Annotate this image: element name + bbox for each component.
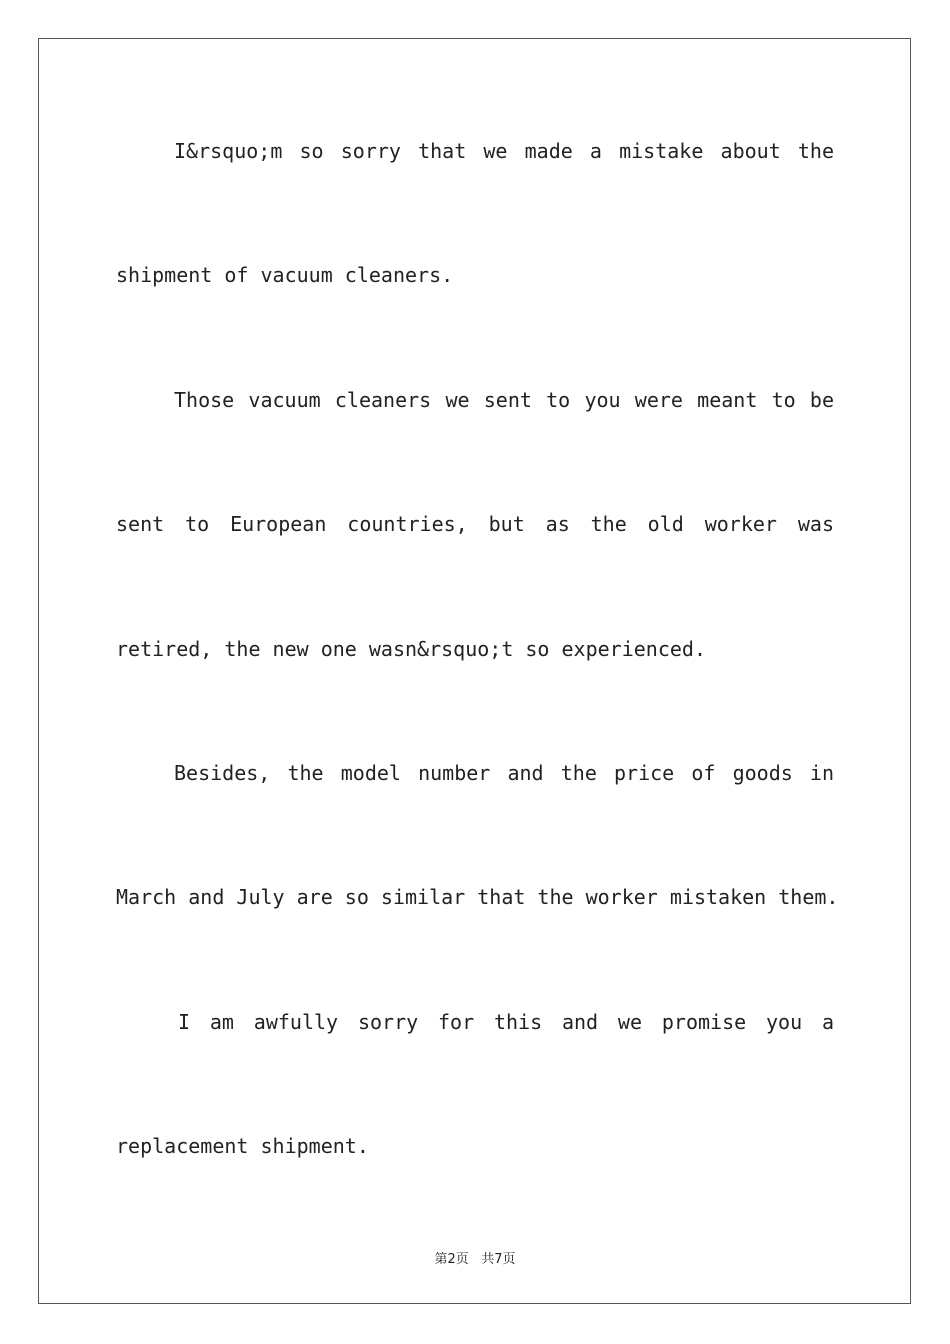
paragraph-2-line-3: retired, the new one wasn&rsquo;t so experienced.: [116, 637, 707, 661]
paragraph-1-line-2: shipment of vacuum cleaners.: [116, 263, 454, 287]
paragraph-2-line-2: sent to European countries, but as the old worker was: [116, 512, 834, 536]
paragraph-3-line-2: March and July are so similar that the worker mistaken them.: [116, 885, 839, 909]
paragraph-4-line-1: I am awfully sorry for this and we promise you a: [178, 1010, 834, 1034]
page-frame: [38, 38, 911, 1304]
page-number: 第2页: [434, 1252, 469, 1267]
page-footer: [0, 1248, 950, 1267]
page-total: 共7页: [481, 1252, 516, 1267]
paragraph-1-line-1: I&rsquo;m so sorry that we made a mistake about the: [174, 139, 834, 163]
paragraph-2-line-1: Those vacuum cleaners we sent to you were meant to be: [174, 388, 834, 412]
paragraph-4-line-2: replacement shipment.: [116, 1134, 369, 1158]
paragraph-3-line-1: Besides, the model number and the price of goods in: [174, 761, 834, 785]
